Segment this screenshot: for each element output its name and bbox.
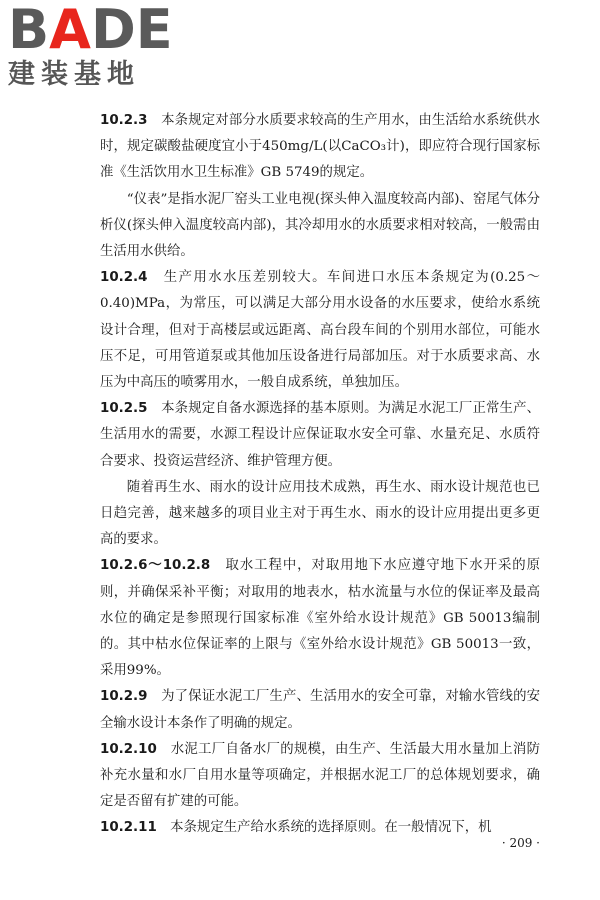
paragraph-text: 本条规定自备水源选择的基本原则。为满足水泥工厂正常生产、生活用水的需要，水源工程设计应保证取水安全可靠、水量充足、水质符合要求、投资运营经济、维护管理方便。 <box>100 401 541 469</box>
paragraph-10-2-3 <box>100 108 540 187</box>
paragraph-text: 本条规定对部分水质要求较高的生产用水，由生活给水系统供水时，规定碳酸盐硬度宜小于450mg/L(以CaCO₃计)，即应符合现行国家标准《生活饮用水卫生标准》GB 5749的规定。 <box>100 113 541 181</box>
logo-brand: BADE <box>8 0 173 61</box>
page-number: · 209 · <box>501 836 540 850</box>
paragraph-text: 取水工程中，对取用地下水应遵守地下水开采的原则，并确保采补平衡；对取用的地表水，枯水流量与水位的保证率及最高水位的确定是参照现行国家标准《室外给水设计规范》GB 50013编制的。其中枯水位保证率的上限与《室外给水设计规范》GB 50013一致，采用99%。 <box>100 558 541 679</box>
paragraph-10-2-4 <box>100 265 540 396</box>
paragraph-text: 水泥工厂自备水厂的规模，由生产、生活最大用水量加上消防补充水量和水厂自用水量等项确定，并根据水泥工厂的总体规划要求，确定是否留有扩建的可能。 <box>100 741 540 810</box>
clause-number: 10.2.10 <box>100 741 157 757</box>
clause-number: 10.2.3 <box>100 113 148 128</box>
document-body <box>100 108 540 842</box>
paragraph-10-2-10 <box>100 737 540 816</box>
paragraph-reclaimed-water <box>100 475 540 554</box>
paragraph-10-2-5 <box>100 396 540 475</box>
clause-number: 10.2.5 <box>100 401 148 417</box>
paragraph-text: 生产用水水压差别较大。车间进口水压本条规定为(0.25～0.40)MPa，为常压，可以满足大部分用水设备的水压要求，使给水系统设计合理，但对于高楼层或远距离、高台段车间的个别用水部位，可能水压不足，可用管道泵或其他加压设备进行局部加压。对于水质要求高、水压为中高压的喷雾用水，一般自成系统，单独加压。 <box>100 270 540 391</box>
logo <box>8 2 183 94</box>
clause-number: 10.2.6～10.2.8 <box>100 558 211 574</box>
clause-number: 10.2.11 <box>100 820 157 836</box>
paragraph-text: 为了保证水泥工厂生产、生活用水的安全可靠，对输水管线的安全输水设计本条作了明确的规定。 <box>100 689 541 731</box>
paragraph-instruments <box>100 187 540 266</box>
logo-accent-letter: A <box>49 0 91 61</box>
paragraph-text: “仪表”是指水泥厂窑头工业电视(探头伸入温度较高内部)、窑尾气体分析仪(探头伸入温度较高内部)，其冷却用水的水质要求相对较高，一般需由生活用水供给。 <box>100 191 540 260</box>
clause-number: 10.2.9 <box>100 689 148 705</box>
logo-subtitle: 建装基地 <box>8 59 140 90</box>
paragraph-text: 本条规定生产给水系统的选择原则。在一般情况下，机 <box>170 820 492 836</box>
clause-number: 10.2.4 <box>100 270 148 286</box>
paragraph-10-2-6-to-8 <box>100 553 540 684</box>
paragraph-10-2-9 <box>100 684 540 736</box>
paragraph-text: 随着再生水、雨水的设计应用技术成熟，再生水、雨水设计规范也已日趋完善，越来越多的项目业主对于再生水、雨水的设计应用提出更多更高的要求。 <box>100 479 540 548</box>
